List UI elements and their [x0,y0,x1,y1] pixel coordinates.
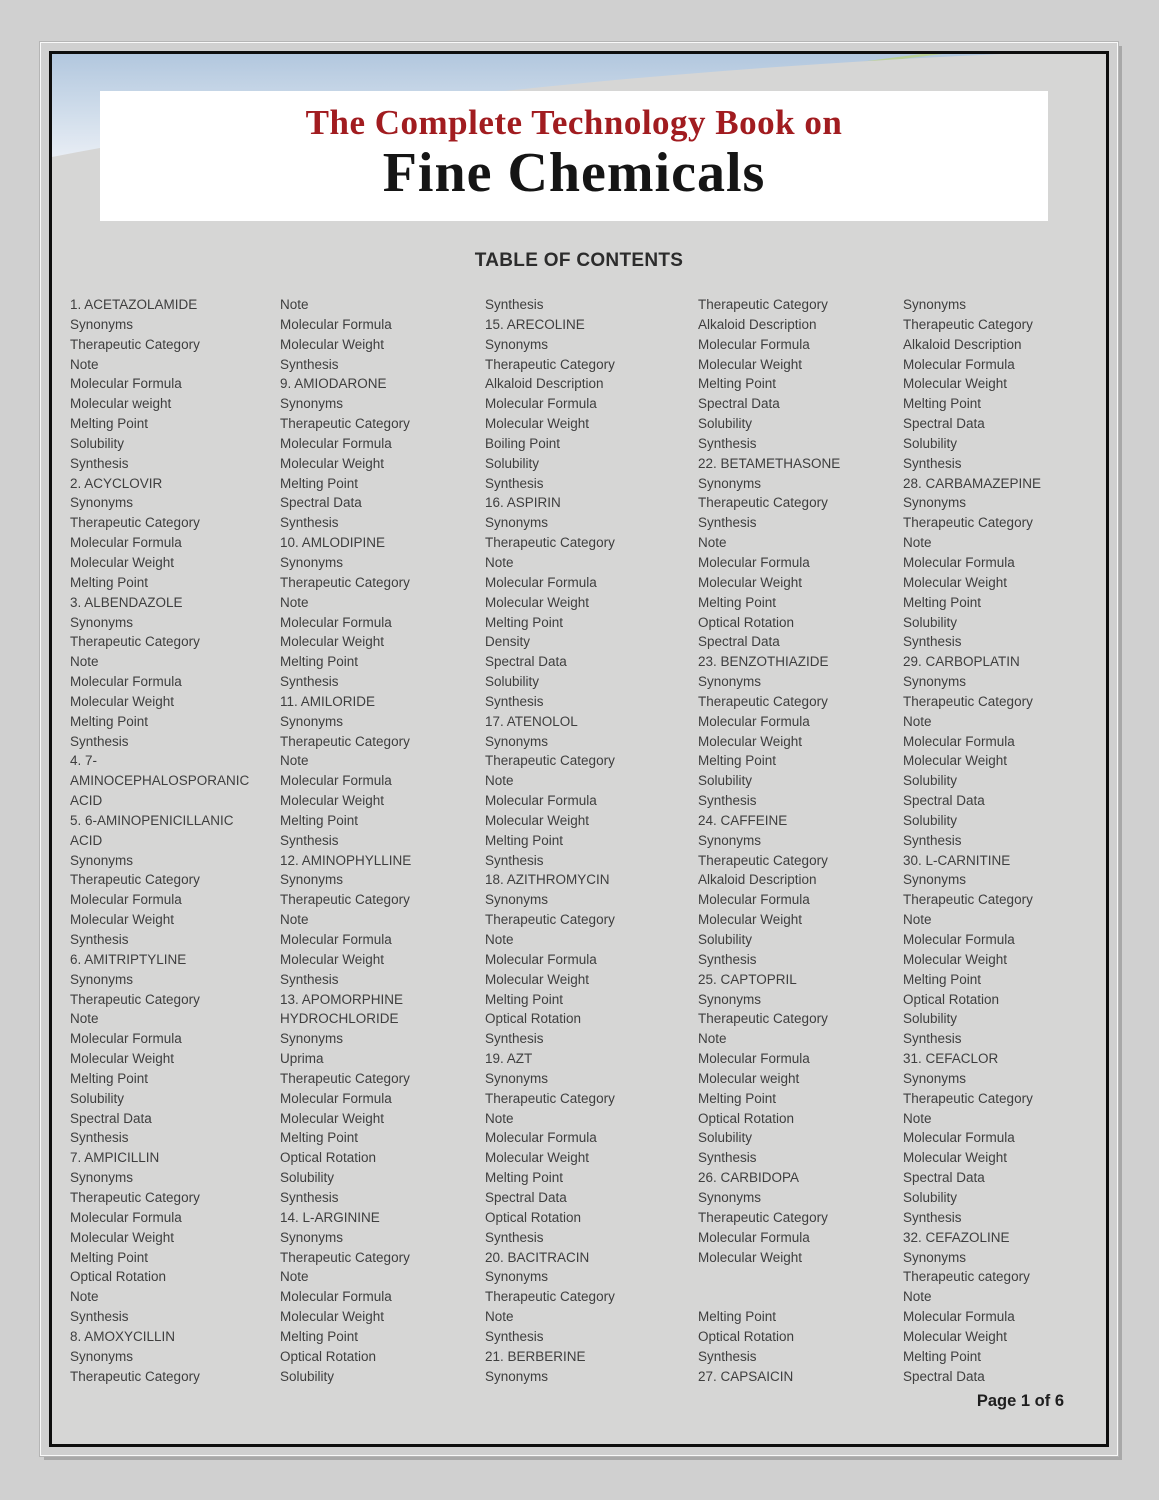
toc-entry-line: Solubility [280,1368,335,1384]
toc-entry-line: Synonyms [903,495,967,511]
toc-entry-line: Therapeutic Category [70,634,200,650]
toc-entry-line: Melting Point [485,1170,564,1186]
toc-entry-line: Molecular Formula [70,674,182,690]
toc-entry-line: Melting Point [698,376,777,392]
page-border-frame [49,51,1109,1447]
toc-entry-line: Melting Point [70,574,149,590]
toc-entry-line: Molecular Formula [903,733,1015,749]
toc-entry-line: Solubility [903,435,958,451]
toc-entry-line: Melting Point [698,594,777,610]
toc-entry-heading: 6. AMITRIPTYLINE [70,951,187,967]
toc-entry-line: Melting Point [903,594,982,610]
page-number: Page 1 of 6 [976,1392,1064,1410]
toc-entry-line: Molecular Weight [903,1150,1008,1166]
toc-entry-line: Synonyms [485,892,549,908]
toc-entry-line: Molecular Formula [903,356,1015,372]
toc-entry-line: Therapeutic Category [70,336,200,352]
toc-entry-line: Molecular Formula [280,773,392,789]
toc-entry-line: Molecular weight [698,1070,800,1086]
toc-entry-line: Optical Rotation [698,1110,795,1126]
toc-entry-line: Therapeutic Category [280,1070,410,1086]
toc-entry-line: Therapeutic Category [903,892,1033,908]
toc-entry-line: Molecular Weight [485,1150,590,1166]
toc-entry-line: Synthesis [698,1150,757,1166]
toc-entry-line: Synonyms [485,1269,549,1285]
toc-entry-line: Molecular Weight [903,1328,1008,1344]
toc-entry-line: Molecular Formula [903,1130,1015,1146]
toc-entry-line [698,1267,903,1287]
toc-entry-line: Melting Point [485,614,564,630]
toc-entry-line: Molecular Weight [280,336,385,352]
toc-entry-line: Molecular Weight [280,951,385,967]
toc-entry-line: Note [485,1110,514,1126]
toc-entry-line: Synonyms [70,1348,134,1364]
toc-entry-line: Synonyms [70,316,134,332]
toc-entry-line: Synthesis [903,455,962,471]
toc-entry-heading: 18. AZITHROMYCIN [485,872,610,888]
toc-entry-line: Spectral Data [903,793,985,809]
toc-entry-line: Note [903,713,932,729]
book-title-main: Fine Chemicals [382,142,766,204]
toc-entry-heading: 25. CAPTOPRIL [698,971,797,987]
toc-entry-line: Optical Rotation [280,1150,377,1166]
toc-entry-line: Therapeutic Category [698,1011,828,1027]
toc-entry-line: Molecular Formula [70,892,182,908]
toc-entry-line: Synthesis [485,297,544,312]
toc-entry-line: Molecular Weight [698,1249,803,1265]
toc-entry-line: Solubility [903,812,958,828]
toc-entry-heading: 17. ATENOLOL [485,713,578,729]
toc-entry-line: Molecular Weight [280,1110,385,1126]
toc-entry-line: Molecular Formula [70,1209,182,1225]
toc-entry-line: Synonyms [485,1070,549,1086]
toc-entry-line: Synonyms [485,336,549,352]
toc-entry-line: Synthesis [70,733,129,749]
toc-entry-line: Melting Point [70,713,149,729]
toc-entry-line: Synonyms [280,1031,344,1047]
toc-entry-line: Synonyms [903,872,967,888]
toc-entry-line: Synthesis [280,1189,339,1205]
toc-entry-line: Optical Rotation [280,1348,377,1364]
toc-entry-line: Synthesis [280,515,339,531]
toc-entry-line: Molecular Formula [698,713,810,729]
toc-entry-heading: 21. BERBERINE [485,1348,586,1364]
toc-entry-line: Solubility [903,614,958,630]
toc-entry-line: Molecular Weight [280,634,385,650]
toc-entry-heading: 20. BACITRACIN [485,1249,590,1265]
toc-entry-line: Molecular Formula [698,554,810,570]
toc-entry-line: Melting Point [280,475,359,491]
toc-entry-line: Molecular Weight [698,356,803,372]
toc-entry-line: Solubility [698,416,753,432]
toc-entry-line: Molecular Formula [698,892,810,908]
toc-entry-heading: 26. CARBIDOPA [698,1170,800,1186]
toc-entry-line: Solubility [903,1189,958,1205]
toc-entry-line: Synonyms [903,297,967,312]
toc-entry-line: Optical Rotation [485,1011,582,1027]
toc-entry-heading: 13. APOMORPHINE [280,991,404,1007]
toc-entry-line: Synthesis [70,1309,129,1325]
toc-entry-line: Synthesis [485,1328,544,1344]
toc-entry-line: Melting Point [70,416,149,432]
toc-entry-line: Molecular Formula [70,1031,182,1047]
toc-entry-line: Note [280,1269,309,1285]
toc-entry-line: Molecular Formula [698,1051,810,1067]
toc-entry-line: Molecular Weight [485,594,590,610]
toc-entry-heading: 32. CEFAZOLINE [903,1229,1010,1245]
toc-entry-line: Molecular Weight [903,376,1008,392]
toc-entry-line: Synonyms [903,674,967,690]
toc-entry-line: Spectral Data [903,1170,985,1186]
toc-entry-line: Therapeutic Category [485,753,615,769]
toc-entry-line: Alkaloid Description [698,872,817,888]
toc-entry-line: Note [698,1031,727,1047]
toc-entry-line: Note [485,1309,514,1325]
toc-entry-line: Note [280,594,309,610]
toc-entry-line: Spectral Data [698,634,780,650]
toc-entry-line: Therapeutic Category [70,991,200,1007]
toc-entry-line: Synonyms [485,1368,549,1384]
toc-entry-line: Molecular Weight [698,912,803,928]
toc-entry-line: Synthesis [70,455,129,471]
toc-entry-heading: 3. ALBENDAZOLE [70,594,183,610]
toc-entry-line: Melting Point [903,1348,982,1364]
toc-entry-line: Molecular Formula [903,1309,1015,1325]
toc-entry-line: Molecular Formula [485,793,597,809]
book-title-series: The Complete Technology Book on [305,103,843,142]
toc-entry-line: Synthesis [903,634,962,650]
toc-entry-line [698,1287,903,1307]
toc-entry-line: Molecular Weight [70,554,175,570]
toc-entry-heading: 31. CEFACLOR [903,1051,999,1067]
toc-entry-line: Solubility [485,455,540,471]
toc-entry-line: Molecular Weight [70,1051,175,1067]
toc-entry-line: Molecular Formula [280,614,392,630]
toc-entry-line: Molecular Weight [280,455,385,471]
toc-entry-line: Spectral Data [903,416,985,432]
toc-entry-line: Therapeutic Category [485,1289,615,1305]
toc-entry-line: Solubility [485,674,540,690]
toc-entry-line: Molecular Weight [698,733,803,749]
toc-entry-line: Molecular Formula [485,574,597,590]
toc-entry-heading: 7. AMPICILLIN [70,1150,160,1166]
toc-entry-line: Therapeutic Category [280,733,410,749]
toc-entry-line: Melting Point [70,1070,149,1086]
toc-entry-line: Synonyms [70,495,134,511]
toc-entry-line: Molecular Formula [70,535,182,551]
toc-entry-heading: 9. AMIODARONE [280,376,387,392]
toc-entry-heading: 27. CAPSAICIN [698,1368,794,1384]
toc-entry-heading: 28. CARBAMAZEPINE [903,475,1042,491]
toc-entry-line: Note [485,773,514,789]
toc-entry-line: Optical Rotation [698,614,795,630]
toc-entry-line: Synthesis [485,475,544,491]
toc-entry-line: Molecular Formula [280,435,392,451]
toc-entry-line: Synthesis [485,852,544,868]
toc-column-4 [698,295,903,1386]
toc-entry-line: Molecular Formula [698,1229,810,1245]
toc-entry-line: Synthesis [698,515,757,531]
toc-entry-line: Synonyms [698,1189,762,1205]
toc-entry-line: Molecular Weight [903,574,1008,590]
toc-entry-heading: 23. BENZOTHIAZIDE [698,654,829,670]
toc-entry-heading: 14. L-ARGININE [280,1209,380,1225]
toc-entry-line: Molecular Formula [280,932,392,947]
toc-entry-line: Spectral Data [698,396,780,412]
toc-entry-line: Solubility [70,1090,125,1106]
toc-entry-heading: 19. AZT [485,1051,533,1067]
toc-entry-line: Melting Point [485,832,564,848]
toc-entry-line: Therapeutic Category [70,1368,200,1384]
toc-entry-line: Synonyms [698,674,762,690]
toc-entry-line: Note [280,753,309,769]
toc-entry-line: Synthesis [698,951,757,967]
toc-entry-line: Therapeutic Category [485,356,615,372]
toc-entry-line: Molecular Formula [903,554,1015,570]
toc-entry-line: Therapeutic Category [70,515,200,531]
toc-entry-line: ACID [70,793,103,809]
toc-entry-line: Solubility [698,932,753,947]
toc-entry-line: Solubility [698,773,753,789]
toc-entry-line: Therapeutic Category [903,693,1033,709]
toc-entry-line: Melting Point [280,812,359,828]
toc-entry-line: Molecular Weight [903,951,1008,967]
toc-entry-line: Note [70,1011,99,1027]
toc-entry-heading: 2. ACYCLOVIR [70,475,163,491]
toc-entry-line: Melting Point [698,1090,777,1106]
toc-column-2 [280,295,485,1386]
toc-entry-heading: 24. CAFFEINE [698,812,788,828]
toc-entry-line: Synonyms [280,713,344,729]
toc-entry-line: Synthesis [698,435,757,451]
toc-entry-line: Synonyms [903,1070,967,1086]
toc-entry-line: Synonyms [698,991,762,1007]
toc-entry-line: Synthesis [280,971,339,987]
toc-entry-line: Synonyms [903,1249,967,1265]
toc-entry-line: Alkaloid Description [903,336,1022,352]
toc-entry-line: Optical Rotation [698,1328,795,1344]
toc-entry-line: Molecular Weight [485,812,590,828]
toc-entry-line: Synthesis [485,1031,544,1047]
toc-entry-line: Therapeutic Category [903,1090,1033,1106]
toc-column-3 [485,295,690,1386]
toc-entry-line: Therapeutic Category [698,693,828,709]
toc-entry-line: Note [70,1289,99,1305]
toc-entry-line: Note [903,535,932,551]
toc-entry-line: Note [903,912,932,928]
toc-entry-line: Synthesis [698,1348,757,1364]
toc-entry-line: Optical Rotation [903,991,1000,1007]
toc-entry-line: Molecular Weight [280,793,385,809]
toc-entry-heading: 8. AMOXYCILLIN [70,1328,176,1344]
toc-entry-line: Spectral Data [280,495,362,511]
toc-entry-line: Synonyms [70,971,134,987]
toc-entry-line: Molecular Weight [280,1309,385,1325]
toc-entry-heading: 29. CARBOPLATIN [903,654,1020,670]
toc-entry-line: Note [280,912,309,928]
toc-entry-line: Note [70,654,99,670]
book-page [40,42,1118,1456]
toc-entry-line: Therapeutic Category [280,1249,410,1265]
toc-entry-line: Alkaloid Description [698,316,817,332]
toc-entry-line: Solubility [698,1130,753,1146]
toc-entry-line: Synonyms [70,852,134,868]
toc-entry-heading: 16. ASPIRIN [485,495,561,511]
toc-entry-heading: 15. ARECOLINE [485,316,585,332]
toc-entry-line: AMINOCEPHALOSPORANIC [70,773,250,789]
toc-heading: TABLE OF CONTENTS [474,250,684,271]
toc-entry-line: Synthesis [70,1130,129,1146]
toc-entry-line: Therapeutic Category [903,515,1033,531]
toc-entry-line: Molecular Formula [698,336,810,352]
toc-entry-line: Therapeutic Category [903,316,1033,332]
toc-entry-line: Note [485,932,514,947]
toc-entry-line: Synonyms [485,733,549,749]
toc-entry-line: Molecular Weight [485,416,590,432]
toc-entry-line: Molecular Formula [903,932,1015,947]
toc-entry-line: Spectral Data [70,1110,152,1126]
toc-entry-line: Synonyms [280,1229,344,1245]
toc-entry-line: Melting Point [698,1309,777,1325]
toc-entry-line: Therapeutic Category [698,495,828,511]
toc-entry-line: ACID [70,832,103,848]
toc-entry-line: Alkaloid Description [485,376,604,392]
toc-entry-line: Melting Point [698,753,777,769]
toc-entry-line: Therapeutic Category [485,912,615,928]
toc-entry-line: Melting Point [903,396,982,412]
toc-entry-line: Synthesis [280,356,339,372]
toc-entry-line: Molecular Formula [485,1130,597,1146]
toc-entry-line: Molecular weight [70,396,172,412]
toc-entry-heading: 22. BETAMETHASONE [698,455,841,471]
toc-entry-line: Spectral Data [903,1368,985,1384]
toc-entry-line: Molecular Weight [698,574,803,590]
toc-entry-line: Therapeutic category [903,1269,1030,1285]
toc-entry-line: Synonyms [70,1170,134,1186]
toc-entry-line: Molecular Weight [70,1229,175,1245]
toc-entry-line: Therapeutic Category [485,535,615,551]
toc-entry-line: Synthesis [485,1229,544,1245]
toc-entry-line: Synonyms [485,515,549,531]
toc-entry-line: Therapeutic Category [485,1090,615,1106]
toc-column-1 [70,295,275,1386]
toc-entry-line: Therapeutic Category [280,574,410,590]
toc-entry-line: Melting Point [70,1249,149,1265]
toc-entry-heading: 11. AMILORIDE [280,693,376,709]
toc-entry-line: Optical Rotation [485,1209,582,1225]
toc-entry-line: Spectral Data [485,1189,567,1205]
toc-entry-line: Note [280,297,309,312]
toc-entry-line: Synthesis [70,932,129,947]
toc-entry-line: Melting Point [280,1328,359,1344]
toc-entry-line: Molecular Weight [903,753,1008,769]
toc-entry-line: Synthesis [903,832,962,848]
toc-entry-line: Synonyms [280,872,344,888]
toc-entry-line: Solubility [903,1011,958,1027]
toc-entry-line: Melting Point [280,654,359,670]
toc-entry-line: Solubility [280,1170,335,1186]
toc-entry-line: Solubility [903,773,958,789]
toc-entry-line: Therapeutic Category [698,1209,828,1225]
toc-entry-line: Optical Rotation [70,1269,167,1285]
toc-entry-line: Synthesis [698,793,757,809]
toc-entry-line: Therapeutic Category [280,416,410,432]
toc-entry-line: Note [903,1110,932,1126]
toc-entry-line: Synonyms [280,396,344,412]
toc-entry-line: Note [485,554,514,570]
toc-entry-line: Spectral Data [485,654,567,670]
toc-entry-line: Melting Point [280,1130,359,1146]
toc-entry-line: Molecular Formula [280,1090,392,1106]
toc-entry-line: Molecular Formula [70,376,182,392]
toc-entry-line: Therapeutic Category [698,297,828,312]
toc-entry-heading: 12. AMINOPHYLLINE [280,852,412,868]
toc-entry-line: Synthesis [903,1209,962,1225]
toc-entry-line: Solubility [70,435,125,451]
toc-entry-line: Uprima [280,1051,324,1067]
toc-entry-line: Molecular Formula [280,1289,392,1305]
toc-entry-line: Density [485,634,531,650]
toc-entry-heading: 5. 6-AMINOPENICILLANIC [70,812,234,828]
toc-entry-line: Synthesis [903,1031,962,1047]
toc-entry-line: Therapeutic Category [280,892,410,908]
toc-column-5 [903,295,1108,1386]
toc-entry-heading: 1. ACETAZOLAMIDE [70,297,198,312]
toc-entry-line: Boiling Point [485,435,561,451]
toc-entry-line: Therapeutic Category [70,872,200,888]
toc-entry-line: Synthesis [485,693,544,709]
toc-entry-line: Synonyms [280,554,344,570]
title-box [100,91,1048,221]
toc-entry-line: Note [70,356,99,372]
toc-entry-line: Synonyms [70,614,134,630]
toc-entry-line: Synthesis [280,832,339,848]
toc-entry-line: Synonyms [698,832,762,848]
toc-entry-line: Molecular Weight [485,971,590,987]
toc-entry-line: Therapeutic Category [698,852,828,868]
toc-entry-line: Synthesis [280,674,339,690]
toc-entry-line: Synonyms [698,475,762,491]
toc-entry-line: Molecular Weight [70,912,175,928]
toc-entry-heading: 30. L-CARNITINE [903,852,1011,868]
toc-entry-line: Molecular Weight [70,693,175,709]
toc-entry-line: Molecular Formula [485,396,597,412]
toc-entry-line: Note [903,1289,932,1305]
toc-entry-line: Molecular Formula [280,316,392,332]
toc-entry-line: Therapeutic Category [70,1189,200,1205]
toc-entry-line: HYDROCHLORIDE [280,1011,399,1027]
toc-entry-heading: 4. 7- [70,753,98,769]
toc-entry-line: Molecular Formula [485,951,597,967]
toc-entry-line: Note [698,535,727,551]
toc-entry-line: Melting Point [485,991,564,1007]
toc-entry-line: Melting Point [903,971,982,987]
toc-entry-heading: 10. AMLODIPINE [280,535,386,551]
